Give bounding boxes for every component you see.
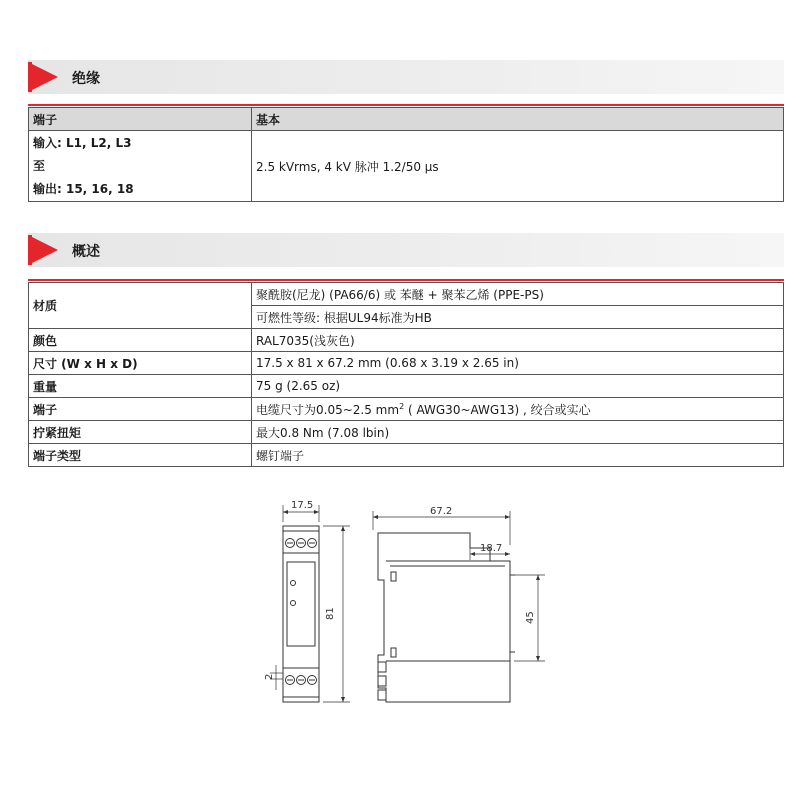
row-label: 重量 <box>29 375 252 398</box>
led-icon <box>291 601 296 606</box>
face-height-label: 45 <box>525 611 536 624</box>
side-view-body <box>378 533 510 702</box>
row-label: 尺寸 (W x H x D) <box>29 352 252 375</box>
row-value: 75 g (2.65 oz) <box>252 375 784 398</box>
terminal-block-icon <box>378 662 386 672</box>
depth-label: 67.2 <box>430 506 453 517</box>
height-label: 81 <box>325 607 336 620</box>
row-value: 最大0.8 Nm (7.08 lbin) <box>252 421 784 444</box>
row-value: RAL7035(浅灰色) <box>252 329 784 352</box>
row-label: 材质 <box>29 283 252 329</box>
rail-depth-label: 18.7 <box>480 543 503 554</box>
row-label: 端子类型 <box>29 444 252 467</box>
led-icon <box>291 581 296 586</box>
terminal-line: 至 <box>33 158 46 173</box>
insulation-value: 2.5 kVrms, 4 kV 脉冲 1.2/50 µs <box>252 131 784 202</box>
terminal-line: 输出: 15, 16, 18 <box>33 181 134 196</box>
row-value: 聚酰胺(尼龙) (PA66/6) 或 苯醚 + 聚苯乙烯 (PPE-PS) <box>252 283 784 306</box>
terminal-block-icon <box>378 676 386 686</box>
section-title: 绝缘 <box>72 71 100 87</box>
row-value: 17.5 x 81 x 67.2 mm (0.68 x 3.19 x 2.65 in) <box>252 352 784 375</box>
superscript: 2 <box>399 401 405 411</box>
cable-size-suffix: ( AWG30~AWG13) , 绞合或实心 <box>404 402 591 417</box>
header-cell: 基本 <box>252 108 784 131</box>
clip-icon <box>391 572 396 581</box>
clip-icon <box>391 648 396 657</box>
section-title: 概述 <box>72 244 100 260</box>
cable-size-text: 电缆尺寸为0.05~2.5 mm <box>256 402 400 417</box>
row-value: 螺钉端子 <box>252 444 784 467</box>
row-label: 拧紧扭矩 <box>29 421 252 444</box>
row-label: 端子 <box>29 398 252 421</box>
row-value: 可燃性等级: 根据UL94标准为HB <box>252 306 784 329</box>
terminal-line: 输入: L1, L2, L3 <box>33 135 132 150</box>
terminal-block-icon <box>378 690 386 700</box>
width-label: 17.5 <box>291 500 314 511</box>
row-label: 颜色 <box>29 329 252 352</box>
header-cell: 端子 <box>29 108 252 131</box>
gap-label: 2 <box>264 673 275 680</box>
